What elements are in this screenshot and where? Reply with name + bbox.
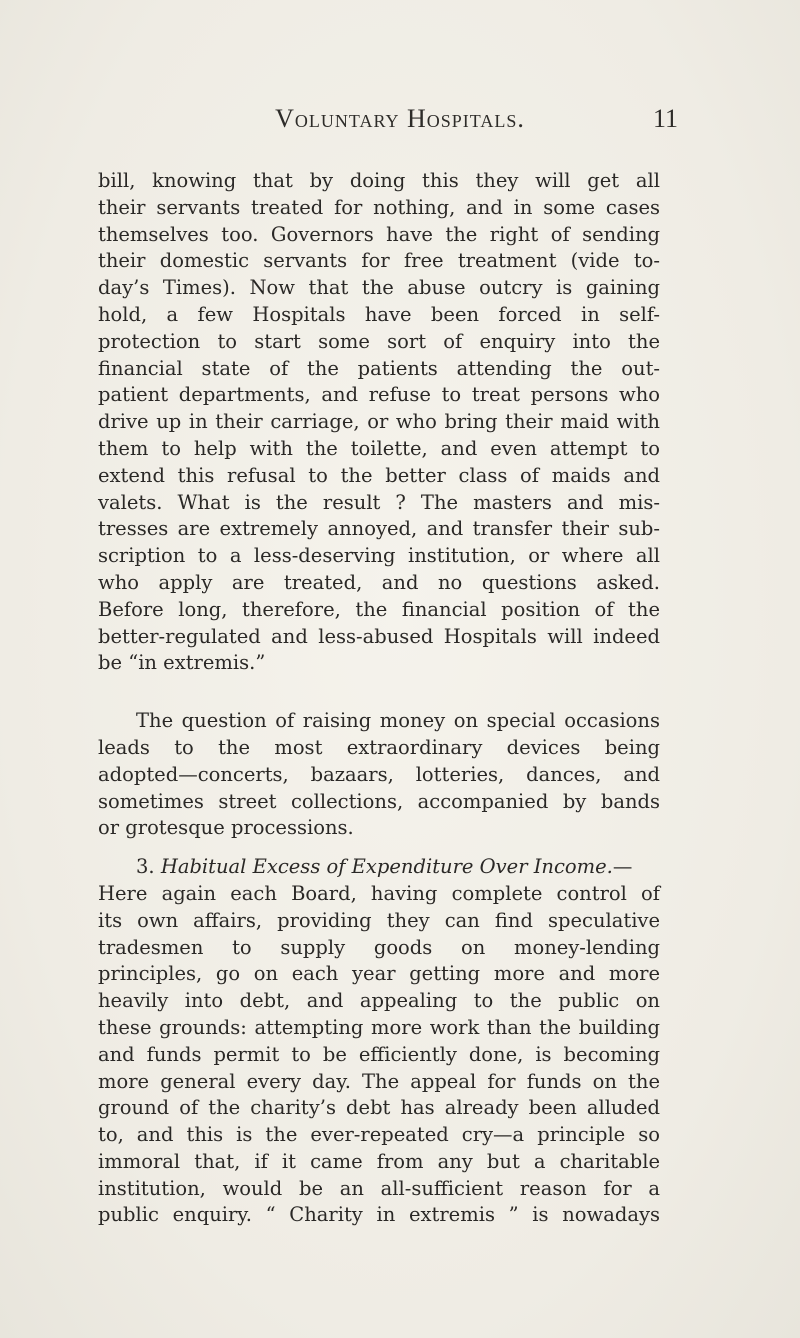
paragraph-gap <box>98 677 660 708</box>
section-number: 3. <box>136 855 155 879</box>
text-line: who apply are treated, and no questions asked. <box>98 570 660 594</box>
text-line: themselves too. Governors have the right of sending <box>98 222 660 246</box>
paragraph-3 <box>98 854 660 1229</box>
text-line: more general every day. The appeal for funds on the <box>98 1069 660 1093</box>
text-line: financial state of the patients attending the out- <box>98 356 660 380</box>
text-line: extend this refusal to the better class of maids and <box>98 463 660 487</box>
paragraph-1 <box>98 168 660 677</box>
text-line: them to help with the toilette, and even attempt to <box>98 436 660 460</box>
section-dash: — <box>612 855 633 879</box>
text-line: or grotesque processions. <box>98 816 354 840</box>
section-heading <box>98 854 660 881</box>
text-line: heavily into debt, and appealing to the public on <box>98 989 660 1013</box>
text-line: public enquiry. “ Charity in extremis ” is nowadays <box>98 1203 660 1227</box>
text-line: Before long, therefore, the financial position of the <box>98 597 660 621</box>
page-number: 11 <box>652 104 678 133</box>
text-line: Here again each Board, having complete control of <box>98 881 660 905</box>
page-header <box>0 104 800 144</box>
text-line: leads to the most extraordinary devices being <box>98 735 660 759</box>
text-line: institution, would be an all-sufficient reason for a <box>98 1176 660 1200</box>
text-line: tresses are extremely annoyed, and transfer their sub- <box>98 517 660 541</box>
text-line: protection to start some sort of enquiry into the <box>98 329 660 353</box>
text-line: drive up in their carriage, or who bring their maid with <box>98 410 660 434</box>
text-line: The question of raising money on special occasions <box>136 709 660 733</box>
text-line: day’s Times). Now that the abuse outcry is gaining <box>98 276 660 300</box>
body-text <box>98 168 660 1229</box>
text-line: immoral that, if it came from any but a charitable <box>98 1149 660 1173</box>
text-line: patient departments, and refuse to treat persons who <box>98 383 660 407</box>
text-line: their servants treated for nothing, and in some cases <box>98 195 660 219</box>
text-line: valets. What is the result ? The masters and mis- <box>98 490 660 514</box>
paragraph-gap <box>98 842 660 854</box>
text-line: sometimes street collections, accompanied by bands <box>98 789 660 813</box>
section-title: Habitual Excess of Expenditure Over Income. <box>160 855 613 879</box>
text-line: be “in extremis.” <box>98 651 266 675</box>
text-line: adopted—concerts, bazaars, lotteries, dances, and <box>98 762 660 786</box>
text-line: their domestic servants for free treatment (vide to- <box>98 249 660 273</box>
text-line: to, and this is the ever-repeated cry—a principle so <box>98 1123 660 1147</box>
text-line: hold, a few Hospitals have been forced in self- <box>98 302 660 326</box>
text-line: scription to a less-deserving institution, or where all <box>98 544 660 568</box>
text-line: principles, go on each year getting more and more <box>98 962 660 986</box>
text-line: better-regulated and less-abused Hospitals will indeed <box>98 624 660 648</box>
paragraph-2 <box>98 708 660 842</box>
text-line: ground of the charity’s debt has already been alluded <box>98 1096 660 1120</box>
text-line: and funds permit to be efficiently done, is becoming <box>98 1042 660 1066</box>
running-title: Voluntary Hospitals. <box>275 104 525 133</box>
text-line: its own affairs, providing they can find speculative <box>98 908 660 932</box>
text-line: bill, knowing that by doing this they will get all <box>98 169 660 192</box>
text-line: tradesmen to supply goods on money-lending <box>98 935 660 959</box>
text-line: these grounds: attempting more work than the building <box>98 1015 660 1039</box>
